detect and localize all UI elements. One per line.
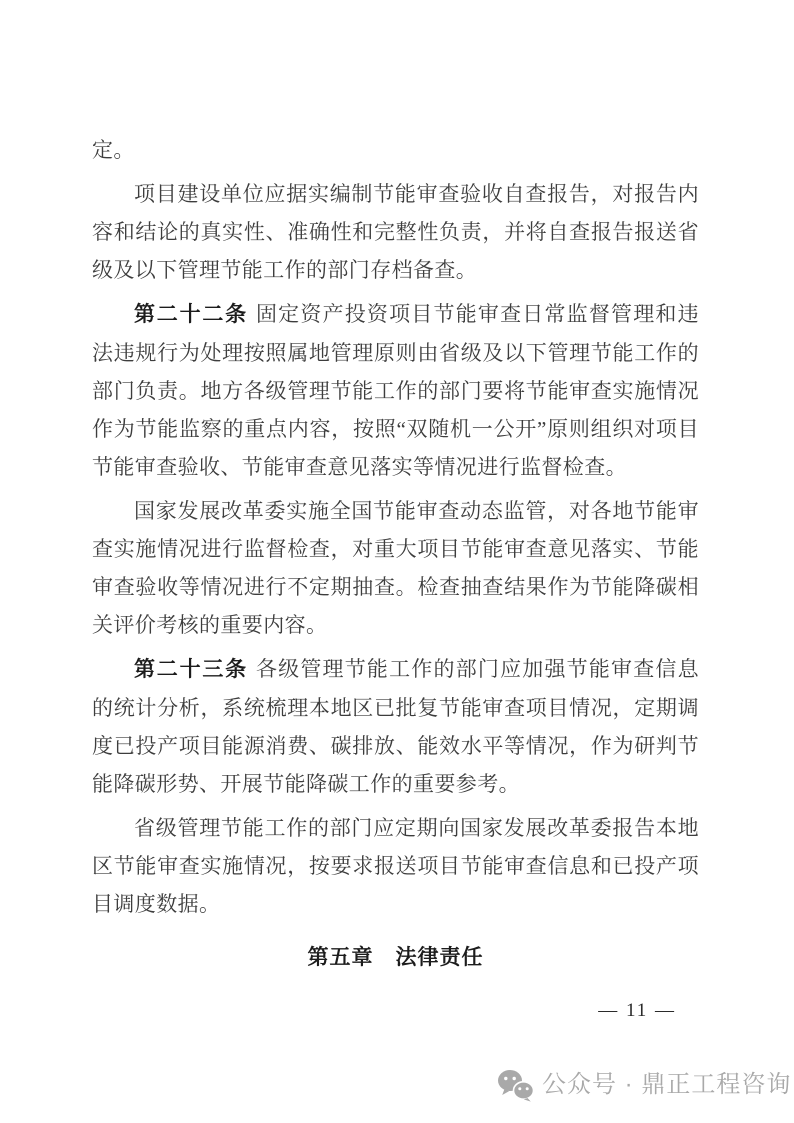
paragraph-text: 项目建设单位应据实编制节能审查验收自查报告，对报告内容和结论的真实性、准确性和完整性负责，并将自查报告报送省级及以下管理节能工作的部门存档备查。 xyxy=(92,182,699,282)
watermark xyxy=(497,1068,791,1102)
article-number: 第二十二条 xyxy=(134,303,248,326)
body-paragraph xyxy=(92,175,699,289)
wechat-icon xyxy=(497,1069,534,1102)
article-paragraph xyxy=(92,650,699,803)
article-paragraph xyxy=(92,295,699,486)
body-paragraph xyxy=(92,131,699,169)
page-number: — 11 — xyxy=(598,1000,676,1021)
body-paragraph xyxy=(92,492,699,644)
article-number: 第二十三条 xyxy=(134,658,248,681)
paragraph-text: 定。 xyxy=(92,138,135,162)
paragraph-text: 省级管理节能工作的部门应定期向国家发展改革委报告本地区节能审查实施情况，按要求报送项目节能审查信息和已投产项目调度数据。 xyxy=(92,816,699,916)
paragraph-text: 各级管理节能工作的部门应加强节能审查信息的统计分析，系统梳理本地区已批复节能审查项目情况，定期调度已投产项目能源消费、碳排放、能效水平等情况，作为研判节能降碳形势、开展节能降碳工作的重要参考。 xyxy=(92,657,700,796)
paragraph-text: 国家发展改革委实施全国节能审查动态监管，对各地节能审查实施情况进行监督检查，对重大项目节能审查意见落实、节能审查验收等情况进行不定期抽查。检查抽查结果作为节能降碳相关评价考核的重要内容。 xyxy=(92,499,699,637)
chapter-heading: 第五章 法律责任 xyxy=(307,946,484,969)
watermark-text: 公众号 · 鼎正工程咨询 xyxy=(542,1071,792,1098)
body-paragraph xyxy=(92,809,699,923)
document-body xyxy=(92,131,699,973)
paragraph-text: 固定资产投资项目节能审查日常监督管理和违法违规行为处理按照属地管理原则由省级及以下管理节能工作的部门负责。地方各级管理节能工作的部门要将节能审查实施情况作为节能监察的重点内容，按照“双随机一公开”原则组织对项目节能审查验收、节能审查意见落实等情况进行监督检查。 xyxy=(92,302,700,479)
